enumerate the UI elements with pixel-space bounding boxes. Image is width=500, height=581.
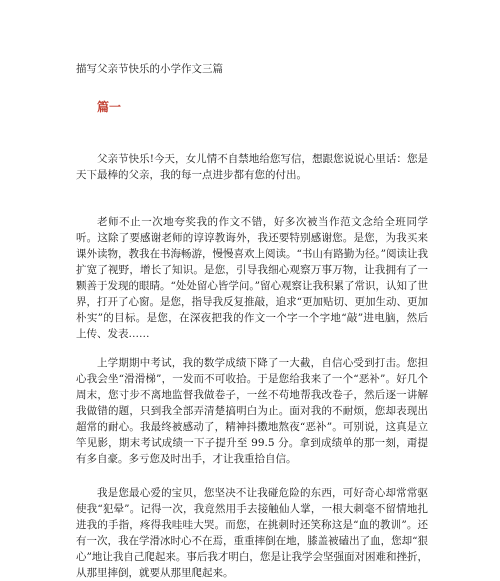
section-heading: 篇一 — [97, 100, 122, 114]
document-title: 描写父亲节快乐的小学作文三篇 — [76, 63, 223, 75]
paragraph-1: 父亲节快乐!今天，女儿情不自禁地给您写信，想跟您说说心里话：您是天下最棒的父亲，我的每一点进步都有您的付出。 — [76, 153, 428, 181]
paragraph-3: 上学期期中考试，我的数学成绩下降了一大截，自信心受到打击。您担心我会坐“滑滑梯”，一发而不可收拾。于是您给我来了一个“恶补”。好几个周末，您寸步不离地监督我做卷子，一丝不苟地帮我改卷子，然后逐一讲解我做错的题，只到我全部弄清楚搞明白为止。面对我的不耐烦，您却表现出超常的耐心。我最终被感动了，精神抖擞地熬夜“恶补”。可别说，这真是立竿见影，期末考试成绩一下子提升至 99.5 分。拿到成绩单的那一刻，甭提有多自豪。多亏您及时出手，才让我重拾自信。 — [76, 357, 428, 465]
paragraph-4: 我是您最心爱的宝贝，您坚决不让我碰危险的东西，可好奇心却常常驱使我“犯晕”。记得一次，我竟然用手去接触仙人掌，一根大刺毫不留情地扎进我的手指，疼得我哇哇大哭。而您，在挑刺时还笑称这是“血的教训”。还有一次，我在学滑冰时心不在焉，重重摔倒在地，膝盖被磕出了血，您却“狠心”地让我自己爬起来。事后我才明白，您是让我学会坚强面对困难和挫折，从那里摔倒，就要从那里爬起来。 — [76, 487, 428, 579]
paragraph-2: 老师不止一次地夸奖我的作文不错，好多次被当作范文念给全班同学听。这除了要感谢老师的谆谆教诲外，我还要特别感谢您。是您，为我买来课外读物，教我在书海畅游，慢慢喜欢上阅读。“书山有路勤为径。”阅读让我扩宽了视野，增长了知识。是您，引导我细心观察万事万物，让我拥有了一颗善于发现的眼睛。“处处留心皆学问。”留心观察让我积累了常识，认知了世界，打开了心窗。是您，指导我反复推敲，追求“更加贴切、更加生动、更加朴实”的目标。是您，在深夜把我的作文一个字一个字地“敲”进电脑，然后上传、发表…… — [76, 216, 428, 340]
